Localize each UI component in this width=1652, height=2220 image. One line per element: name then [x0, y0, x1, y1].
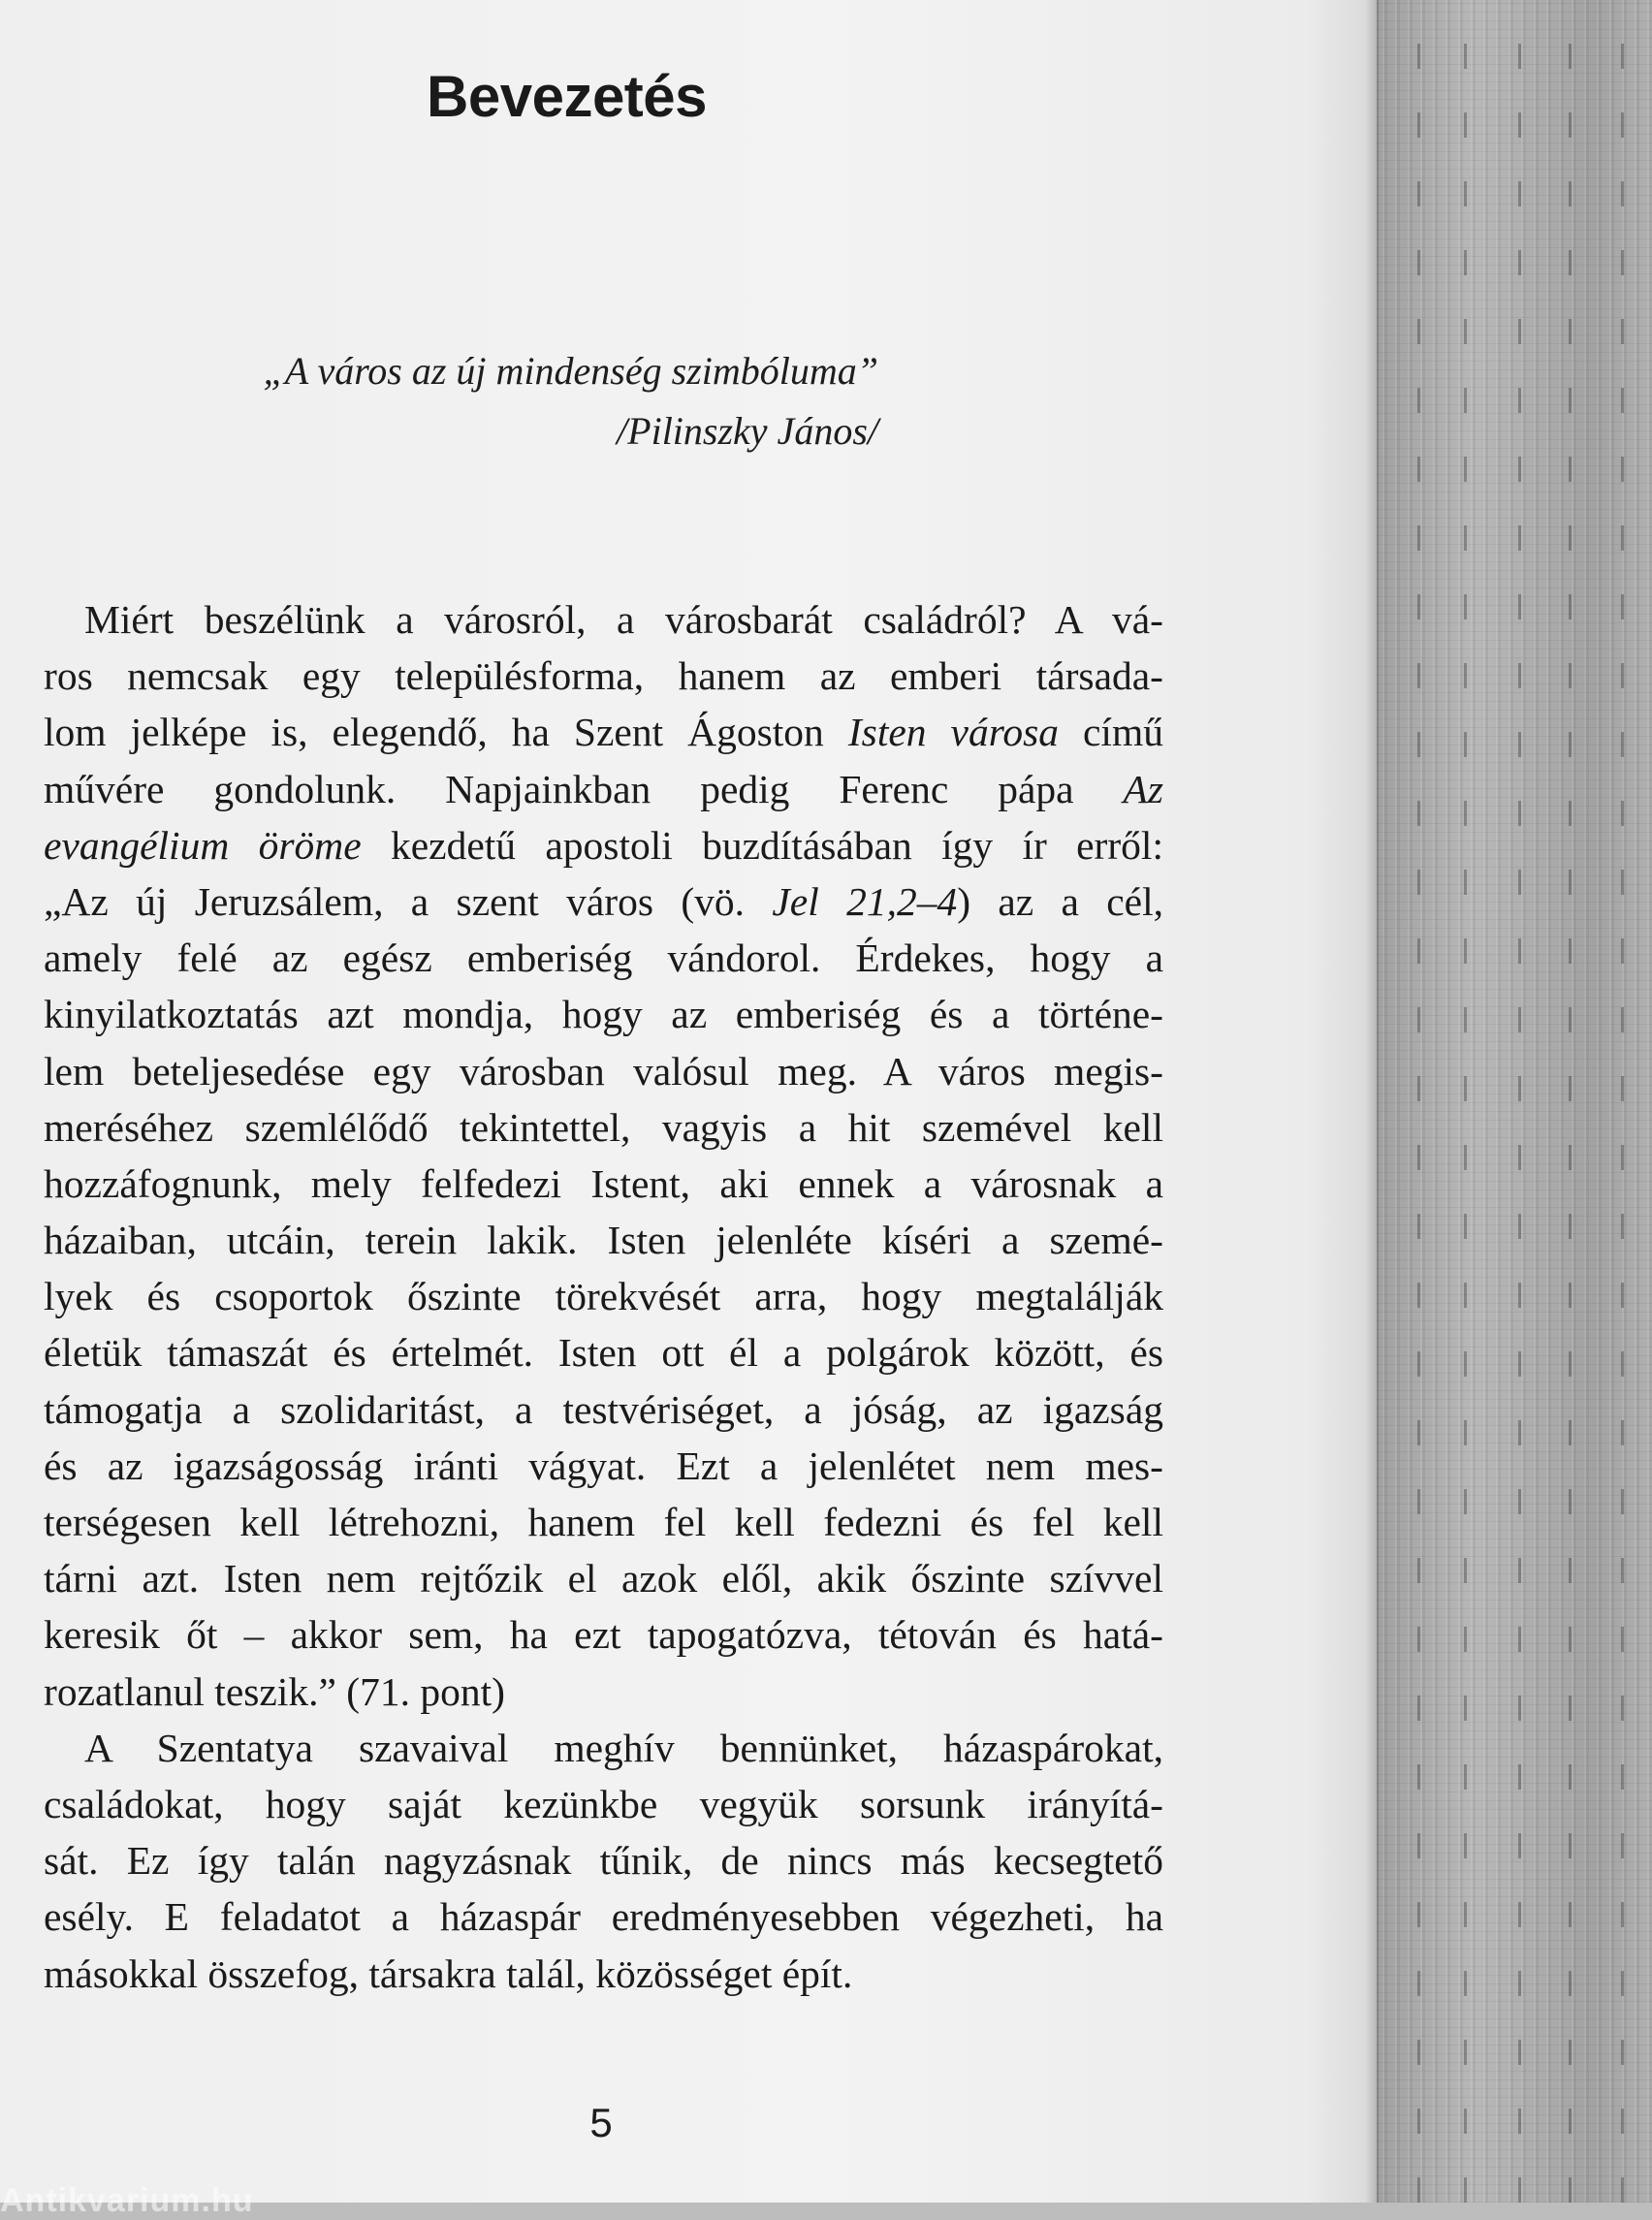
paragraph-1: [44, 591, 1163, 1720]
text-line: életük támaszát és értelmét. Isten ott él a polgárok között, és: [44, 1330, 1163, 1376]
text-line: lom jelképe is, elegendő, ha Szent Ágoston Isten városa című: [44, 710, 1163, 755]
body-text: [44, 591, 1163, 2002]
epigraph-author: /Pilinszky János/: [617, 409, 878, 453]
text-line: ros nemcsak egy településforma, hanem az emberi társada-: [44, 653, 1163, 699]
text-line: művére gondolunk. Napjainkban pedig Ferenc pápa Az: [44, 766, 1163, 811]
text-line: másokkal összefog, társakra talál, közösséget épít.: [44, 1950, 853, 1996]
watermark: Antikvarium.hu: [0, 2182, 254, 2219]
text-line: „Az új Jeruzsálem, a szent város (vö. Jel 21,2–4) az a cél,: [44, 878, 1163, 924]
paragraph-2: [44, 1720, 1163, 2002]
surface-texture: [1621, 0, 1624, 2203]
text-line: terségesen kell létrehozni, hanem fel kell fedezni és fel kell: [44, 1500, 1163, 1544]
text-line: és az igazságosság iránti vágyat. Ezt a jelenlétet nem mes-: [44, 1443, 1163, 1488]
text-line: Miért beszélünk a városról, a városbarát családról? A vá-: [84, 597, 1163, 642]
text-line: tárni azt. Isten nem rejtőzik el azok elől, akik őszinte szívvel: [44, 1556, 1163, 1602]
background-surface: [1357, 0, 1652, 2203]
text-line: meréséhez szemlélődő tekintettel, vagyis a hit szemével kell: [44, 1104, 1163, 1150]
text-line: házaiban, utcáin, terein lakik. Isten jelenléte kíséri a szemé-: [44, 1218, 1163, 1263]
text-line: lyek és csoportok őszinte törekvését arra, hogy megtalálják: [44, 1274, 1163, 1319]
text-line: keresik őt – akkor sem, ha ezt tapogatózva, tétován és hatá-: [44, 1612, 1163, 1658]
text-line: lem beteljesedése egy városban valósul meg. A város megis-: [44, 1048, 1163, 1094]
text-line: amely felé az egész emberiség vándorol. Érdekes, hogy a: [44, 936, 1163, 981]
page-edge-shadow: [1365, 0, 1379, 2203]
page-number: 5: [589, 2100, 613, 2145]
text-line: rozatlanul teszik.” (71. pont): [44, 1668, 505, 1714]
epigraph: [264, 341, 879, 461]
chapter-title: Bevezetés: [427, 64, 708, 129]
text-line: kinyilatkoztatás azt mondja, hogy az emberiség és a történe-: [44, 992, 1163, 1037]
surface-texture: [1569, 0, 1572, 2203]
text-line: támogatja a szolidaritást, a testvériséget, a jóság, az igazság: [44, 1386, 1163, 1432]
epigraph-quote: „A város az új mindenség szimbóluma”: [263, 349, 878, 393]
text-line: esély. E feladatot a házaspár eredményesebben végezheti, ha: [44, 1894, 1163, 1940]
surface-texture: [1518, 0, 1521, 2203]
text-line: A Szentatya szavaival meghív bennünket, házaspárokat,: [84, 1725, 1163, 1770]
text-line: sát. Ez így talán nagyzásnak tűnik, de nincs más kecsegtető: [44, 1838, 1163, 1884]
surface-texture: [1464, 0, 1467, 2203]
text-line: evangélium öröme kezdetű apostoli buzdításában így ír erről:: [44, 822, 1163, 868]
surface-texture: [1417, 0, 1420, 2203]
text-line: hozzáfognunk, mely felfedezi Istent, aki ennek a városnak a: [44, 1160, 1163, 1206]
text-line: családokat, hogy saját kezünkbe vegyük sorsunk irányítá-: [44, 1781, 1163, 1826]
